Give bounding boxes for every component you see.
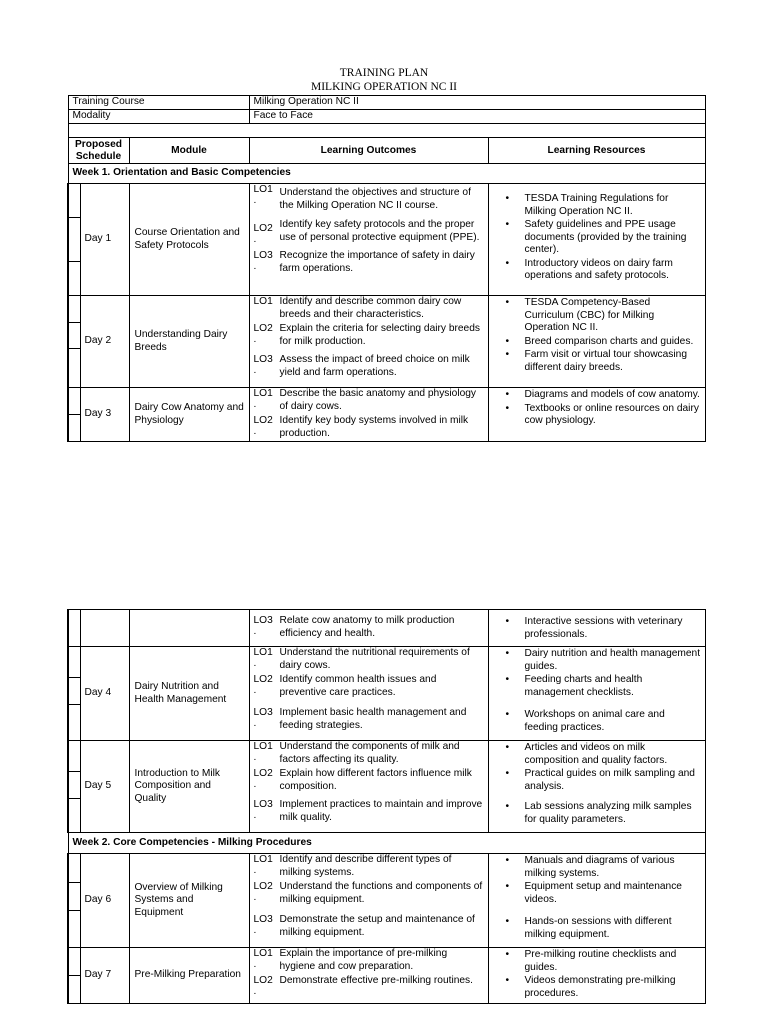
- resource-item: • Lab sessions analyzing milk samples for quality parameters.: [489, 801, 701, 826]
- day-row: [68, 948, 705, 1004]
- outcome-text: Understand the functions and components of milking equipment.: [279, 881, 483, 905]
- outcome-item: LO2 . Explain how different factors influence milk composition.: [250, 768, 488, 793]
- outcome-item: LO3 . Demonstrate the setup and maintenance of milking equipment.: [250, 914, 488, 939]
- outcome-text: Relate cow anatomy to milk production efficiency and health.: [279, 615, 455, 639]
- day-label: [80, 610, 129, 647]
- resource-item: • Feeding charts and health management checklists.: [489, 674, 701, 699]
- outcome-code: LO2: [253, 881, 273, 892]
- outcome-text: Recognize the importance of safety in dairy farm operations.: [279, 250, 475, 274]
- resource-item: • Hands-on sessions with different milking equipment.: [489, 916, 701, 941]
- resource-item: • Safety guidelines and PPE usage documents (provided by the training center).: [489, 219, 701, 257]
- day-label: Day 5: [80, 741, 129, 833]
- outcome-item: LO2 . Understand the functions and components of milking equipment.: [250, 881, 488, 906]
- day-row: [68, 854, 705, 948]
- day-row: [68, 741, 705, 833]
- day-label: Day 4: [80, 647, 129, 741]
- resource-item: • Breed comparison charts and guides.: [489, 336, 701, 349]
- learning-outcomes: [249, 854, 488, 948]
- outcome-code: LO3: [253, 707, 273, 718]
- outcome-text: Identify common health issues and preventive care practices.: [279, 674, 437, 698]
- outcome-item: LO3 . Recognize the importance of safety in dairy farm operations.: [250, 247, 488, 275]
- training-plan-table-page-2: [67, 609, 706, 1004]
- outcome-item: LO2 . Identify common health issues and preventive care practices.: [250, 674, 488, 699]
- learning-outcomes: [249, 647, 488, 741]
- outcome-item: LO1 . Understand the nutritional requirements of dairy cows.: [250, 647, 488, 672]
- resource-item: • Equipment setup and maintenance videos.: [489, 881, 701, 906]
- outcome-text: Explain how different factors influence milk composition.: [279, 768, 472, 792]
- learning-resources: [488, 948, 705, 1004]
- module-name: Pre-Milking Preparation: [129, 948, 249, 1004]
- modality-value: Face to Face: [249, 110, 705, 124]
- learning-resources: [488, 854, 705, 948]
- outcome-item: LO1 . Describe the basic anatomy and physiology of dairy cows.: [250, 388, 488, 413]
- outcome-code: LO3: [253, 354, 273, 365]
- outcome-text: Explain the criteria for selecting dairy breeds for milk production.: [279, 323, 480, 347]
- outcome-item: LO2 . Explain the criteria for selecting dairy breeds for milk production.: [250, 323, 488, 348]
- outcome-item: LO3 . Relate cow anatomy to milk production efficiency and health.: [250, 615, 488, 640]
- module-name: Dairy Nutrition and Health Management: [129, 647, 249, 741]
- outcome-text: Explain the importance of pre-milking hygiene and cow preparation.: [279, 948, 448, 972]
- module-name: Understanding Dairy Breeds: [129, 296, 249, 388]
- learning-outcomes: [249, 184, 488, 296]
- learning-resources: [488, 610, 705, 647]
- outcome-code: LO1: [253, 296, 273, 307]
- document-subtitle: MILKING OPERATION NC II: [311, 81, 457, 93]
- learning-outcomes: [249, 741, 488, 833]
- outcome-text: Implement basic health management and feeding strategies.: [279, 707, 467, 731]
- outcome-code: LO1: [253, 647, 273, 658]
- outcome-text: Understand the components of milk and factors affecting its quality.: [279, 741, 460, 765]
- outcome-code: LO1: [253, 854, 273, 865]
- outcome-item: LO3 . Implement practices to maintain and improve milk quality.: [250, 799, 488, 824]
- outcome-item: LO2 . Demonstrate effective pre-milking routines.: [250, 975, 488, 997]
- outcome-text: Assess the impact of breed choice on milk yield and farm operations.: [279, 354, 470, 378]
- info-row-course: [68, 96, 705, 110]
- outcome-item: [250, 296, 488, 321]
- week-row: [68, 833, 705, 854]
- outcome-code: LO2: [253, 674, 273, 685]
- resource-item: • Workshops on animal care and feeding practices.: [489, 709, 701, 734]
- outcome-code: LO2: [253, 223, 273, 234]
- info-row-modality: [68, 110, 705, 124]
- outcome-item: LO1 . Explain the importance of pre-milking hygiene and cow preparation.: [250, 948, 488, 973]
- resource-item: • Manuals and diagrams of various milking systems.: [489, 855, 701, 880]
- week-title: Week 1. Orientation and Basic Competencies: [68, 164, 705, 184]
- day-row: [68, 647, 705, 741]
- module-name: Overview of Milking Systems and Equipment: [129, 854, 249, 948]
- training-plan-table-page-1: [67, 95, 706, 442]
- resource-item: • Dairy nutrition and health management guides.: [489, 648, 701, 673]
- learning-resources: [488, 388, 705, 442]
- day-label: Day 3: [80, 388, 129, 442]
- learning-resources: [488, 741, 705, 833]
- learning-resources: [488, 184, 705, 296]
- outcome-code: LO2: [253, 768, 273, 779]
- outcome-text: Demonstrate effective pre-milking routines.: [279, 975, 473, 986]
- header-row: [68, 138, 705, 164]
- day-label: Day 7: [80, 948, 129, 1004]
- outcome-text: Understand the nutritional requirements of dairy cows.: [279, 647, 470, 671]
- outcome-item: LO3 . Implement basic health management and feeding strategies.: [250, 707, 488, 732]
- module-name: [129, 610, 249, 647]
- day-row: [68, 184, 705, 296]
- outcome-code: LO1: [253, 948, 273, 959]
- learning-resources: [488, 296, 705, 388]
- outcome-item: LO3 . Assess the impact of breed choice on milk yield and farm operations.: [250, 354, 488, 379]
- modality-label: Modality: [68, 110, 249, 124]
- outcome-item: LO1 . Understand the objectives and structure of the Milking Operation NC II course.: [250, 184, 488, 212]
- outcome-code: LO2: [253, 975, 273, 986]
- outcome-code: LO3: [253, 615, 273, 626]
- resource-item: • TESDA Competency-Based Curriculum (CBC) for Milking Operation NC II.: [489, 297, 701, 335]
- outcome-code: LO3: [253, 250, 273, 261]
- learning-resources: [488, 647, 705, 741]
- outcome-text: Describe the basic anatomy and physiology of dairy cows.: [279, 388, 477, 412]
- outcome-text: Identify key safety protocols and the proper use of personal protective equipment (PPE).: [279, 219, 480, 243]
- resource-item: • Practical guides on milk sampling and analysis.: [489, 768, 701, 793]
- outcome-text: Demonstrate the setup and maintenance of milking equipment.: [279, 914, 475, 938]
- outcome-text: Identify and describe common dairy cow breeds and their characteristics.: [279, 296, 462, 320]
- outcome-code: LO2: [253, 323, 273, 334]
- resource-item: • Farm visit or virtual tour showcasing different dairy breeds.: [489, 349, 701, 374]
- header-schedule: Proposed Schedule: [68, 138, 129, 164]
- course-value: Milking Operation NC II: [249, 96, 705, 110]
- learning-outcomes: [249, 296, 488, 388]
- resource-item: • Videos demonstrating pre-milking procedures.: [489, 975, 701, 1000]
- outcome-code: LO1: [253, 741, 273, 752]
- week-title: Week 2. Core Competencies - Milking Procedures: [68, 833, 705, 854]
- day-label: Day 2: [80, 296, 129, 388]
- learning-outcomes: [249, 610, 488, 647]
- resource-item: • Introductory videos on dairy farm operations and safety protocols.: [489, 258, 701, 283]
- outcome-item: LO1 . Identify and describe different types of milking systems.: [250, 854, 488, 879]
- resource-item: • Diagrams and models of cow anatomy.: [489, 389, 701, 402]
- day-row-continued: [68, 610, 705, 647]
- learning-outcomes: [249, 948, 488, 1004]
- outcome-text: Implement practices to maintain and improve milk quality.: [279, 799, 483, 823]
- outcome-item: LO1 . Understand the components of milk and factors affecting its quality.: [250, 741, 488, 766]
- outcome-code: LO3: [253, 914, 273, 925]
- resource-item: • Interactive sessions with veterinary professionals.: [489, 616, 701, 641]
- outcome-text: Understand the objectives and structure of the Milking Operation NC II course.: [279, 187, 471, 211]
- header-resources: Learning Resources: [488, 138, 705, 164]
- learning-outcomes: [249, 388, 488, 442]
- day-row: [68, 388, 705, 442]
- outcome-item: LO2 . Identify key safety protocols and the proper use of personal protective equipment (PPE).: [250, 216, 488, 245]
- outcome-code: LO1: [253, 388, 273, 399]
- day-label: Day 1: [80, 184, 129, 296]
- outcome-code: LO1: [253, 184, 273, 195]
- resource-item: • Textbooks or online resources on dairy cow physiology.: [489, 403, 701, 428]
- header-outcomes: Learning Outcomes: [249, 138, 488, 164]
- module-name: Course Orientation and Safety Protocols: [129, 184, 249, 296]
- module-name: Introduction to Milk Composition and Quality: [129, 741, 249, 833]
- outcome-text: Identify key body systems involved in milk production.: [279, 415, 469, 439]
- outcome-code: LO3: [253, 799, 273, 810]
- day-label: Day 6: [80, 854, 129, 948]
- day-row: [68, 296, 705, 388]
- course-label: Training Course: [68, 96, 249, 110]
- outcome-code: LO2: [253, 415, 273, 426]
- header-module: Module: [129, 138, 249, 164]
- module-name: Dairy Cow Anatomy and Physiology: [129, 388, 249, 442]
- outcome-item: LO2 . Identify key body systems involved in milk production.: [250, 415, 488, 440]
- spacer-row: [68, 124, 705, 138]
- resource-item: • Pre-milking routine checklists and guides.: [489, 949, 701, 974]
- resource-item: • Articles and videos on milk composition and quality factors.: [489, 742, 701, 767]
- outcome-text: Identify and describe different types of milking systems.: [279, 854, 452, 878]
- document-title: TRAINING PLAN: [339, 67, 429, 79]
- resource-item: • TESDA Training Regulations for Milking Operation NC II.: [489, 193, 701, 218]
- week-row: [68, 164, 705, 184]
